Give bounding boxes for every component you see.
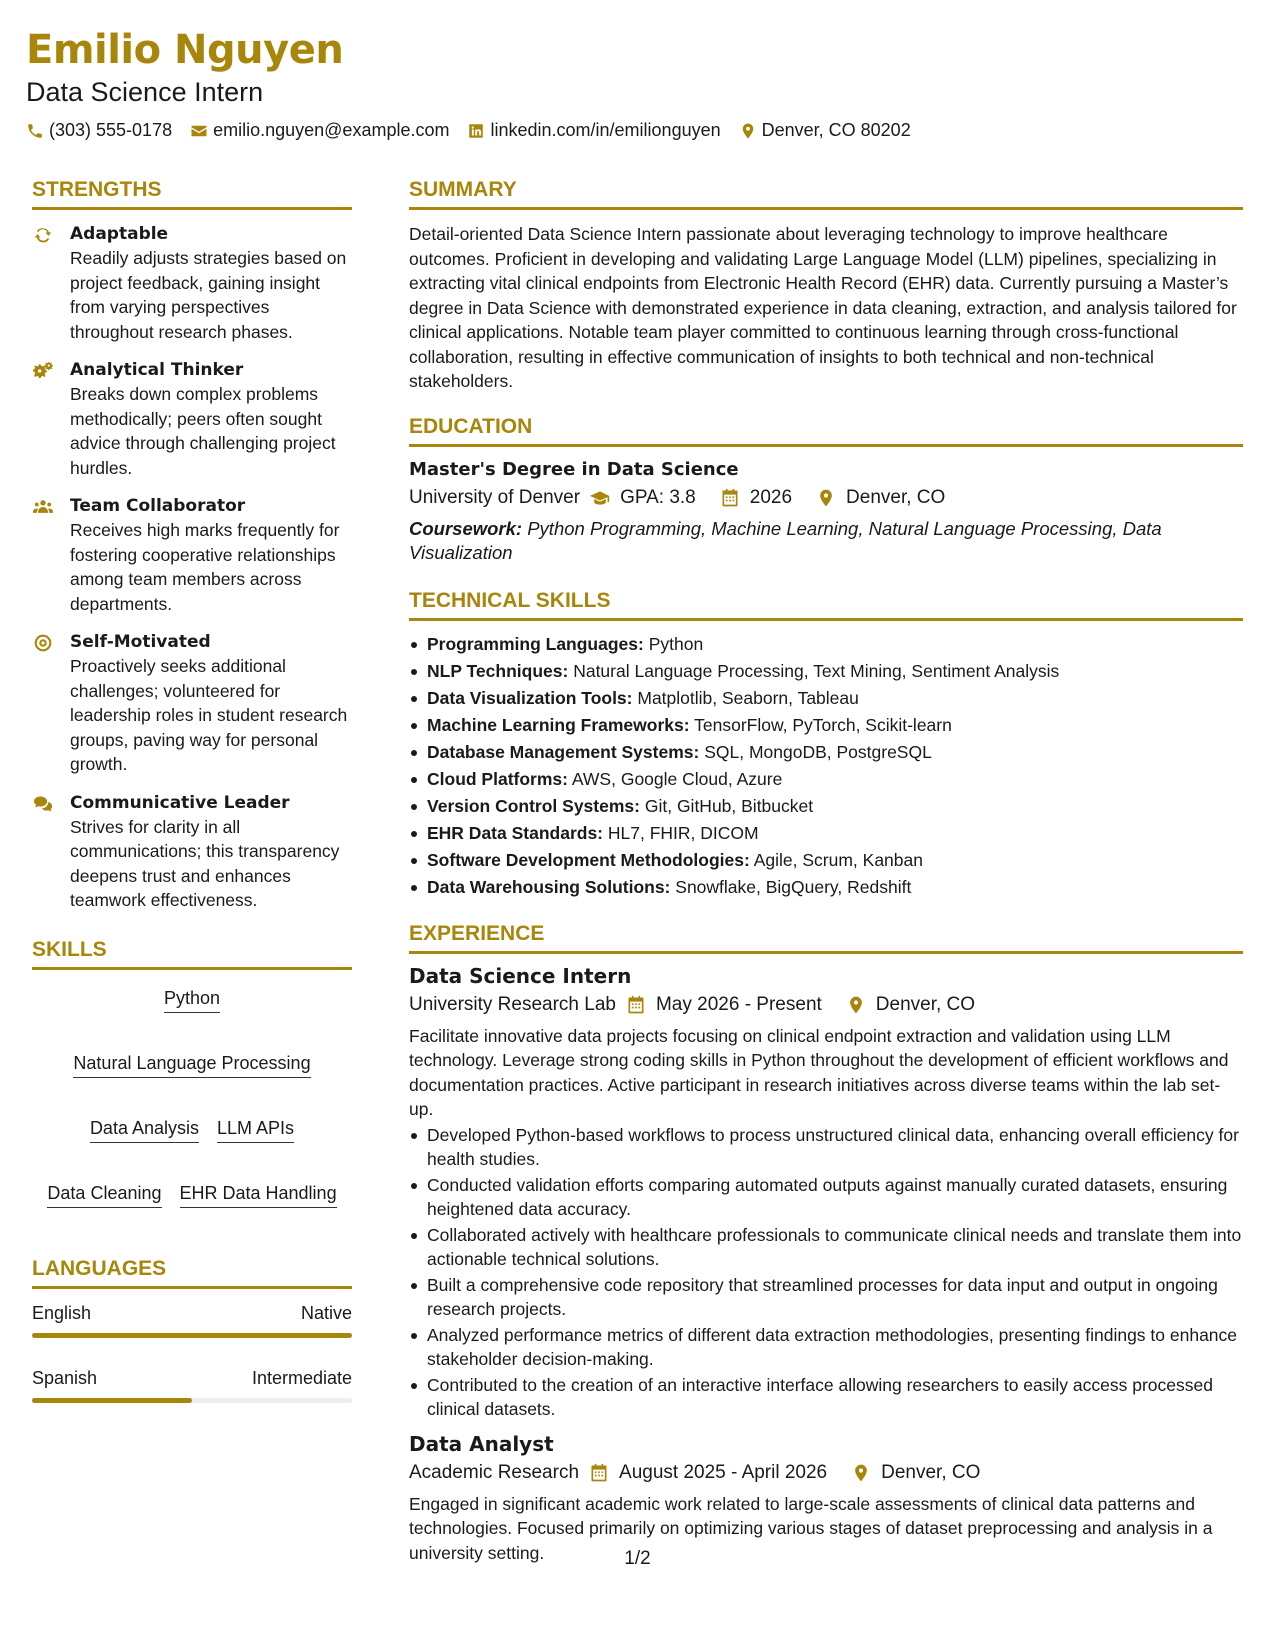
skill-value: Python (648, 633, 704, 654)
candidate-role: Data Science Intern (26, 77, 264, 107)
skill-label: Programming Languages: (427, 633, 644, 654)
job-entry (409, 962, 1243, 1422)
strength-title: Communicative Leader (70, 792, 290, 813)
language-bar (32, 1333, 352, 1338)
language-name: English (32, 1302, 92, 1323)
strength-desc: Readily adjusts strategies based on project feedback, gaining insight from varying perspectives throughout research phases. (70, 248, 347, 342)
skills-heading: SKILLS (32, 935, 352, 970)
contact-linkedin[interactable] (467, 120, 720, 141)
job-dates: May 2026 - Present (655, 993, 822, 1015)
technical-skills-list (409, 631, 1243, 901)
language-level: Native (300, 1302, 352, 1323)
linkedin-text: linkedin.com/in/emilionguyen (490, 120, 721, 140)
skill-chip: Data Cleaning (47, 1181, 161, 1208)
sync-icon (32, 225, 54, 245)
job-title: Data Analyst (409, 1431, 554, 1456)
skill-label: Cloud Platforms: (427, 768, 568, 789)
skill-label: Machine Learning Frameworks: (427, 714, 690, 735)
strength-title: Team Collaborator (70, 496, 246, 516)
skill-value: HL7, FHIR, DICOM (607, 822, 759, 843)
school-name: University of Denver (409, 486, 581, 508)
job-location: Denver, CO (881, 1461, 981, 1483)
skill-label: Software Development Methodologies: (427, 849, 750, 870)
job-org: Academic Research (409, 1461, 580, 1483)
strength-item (32, 222, 352, 344)
skill-label: Version Control Systems: (427, 795, 640, 816)
skill-chip: Natural Language Processing (73, 1051, 310, 1078)
list-item: Analyzed performance metrics of different data extraction methodologies, presenting findings to enhance stakeholder decision-making. (409, 1323, 1243, 1372)
technical-skills-heading: TECHNICAL SKILLS (409, 586, 1243, 621)
list-item (409, 820, 1243, 847)
strength-title: Adaptable (70, 224, 169, 244)
page-number: 1/2 (624, 1548, 651, 1569)
list-item: Collaborated actively with healthcare professionals to communicate clinical needs and translate them into actionable technical solutions. (409, 1223, 1243, 1272)
job-meta (409, 990, 1243, 1020)
location-icon (816, 488, 836, 508)
language-bar-fill (32, 1398, 192, 1403)
phone-text: (303) 555-0178 (49, 120, 173, 140)
strength-item (32, 791, 352, 913)
list-item: Built a comprehensive code repository that streamlined processes for data input and output in ongoing research projects. (409, 1273, 1243, 1322)
job-bullets (409, 1123, 1243, 1422)
contact-email[interactable] (190, 120, 449, 141)
language-bar (32, 1398, 352, 1403)
language-level: Intermediate (251, 1367, 352, 1388)
strengths-heading: STRENGTHS (32, 175, 352, 210)
strength-item (32, 630, 352, 777)
language-item (32, 1301, 352, 1338)
skill-value: Agile, Scrum, Kanban (753, 849, 923, 870)
list-item: Contributed to the creation of an interactive interface allowing researchers to easily access processed clinical datasets. (409, 1373, 1243, 1422)
skill-value: TensorFlow, PyTorch, Scikit-learn (694, 714, 952, 735)
skill-label: Data Visualization Tools: (427, 687, 633, 708)
job-dates: August 2025 - April 2026 (619, 1461, 828, 1483)
job-title: Data Science Intern (409, 963, 632, 988)
languages-heading: LANGUAGES (32, 1254, 352, 1289)
skill-value: Snowflake, BigQuery, Redshift (675, 876, 912, 897)
skill-chip: Python (164, 986, 220, 1013)
resume-header (26, 24, 1246, 141)
skill-chip: EHR Data Handling (180, 1181, 337, 1208)
skill-value: Natural Language Processing, Text Mining, Sentiment Analysis (573, 660, 1060, 681)
list-item (409, 685, 1243, 712)
location-text: Denver, CO 80202 (761, 120, 911, 140)
contact-location (739, 120, 911, 141)
right-column (409, 175, 1243, 1565)
candidate-name: Emilio Nguyen (26, 27, 344, 73)
strength-item (32, 494, 352, 616)
target-icon (32, 633, 54, 653)
language-name: Spanish (32, 1367, 98, 1388)
skill-value: AWS, Google Cloud, Azure (571, 768, 783, 789)
coursework-label: Coursework: (409, 517, 523, 539)
users-icon (32, 497, 54, 517)
job-org: University Research Lab (409, 993, 616, 1015)
list-item: Conducted validation efforts comparing automated outputs against manually curated datasets, ensuring heightened data accuracy. (409, 1173, 1243, 1222)
strength-item (32, 358, 352, 480)
graduation-year: 2026 (749, 486, 793, 508)
list-item (409, 793, 1243, 820)
skill-chip: LLM APIs (217, 1116, 294, 1143)
location-icon (739, 122, 757, 140)
language-item (32, 1366, 352, 1403)
contact-phone[interactable] (26, 120, 172, 141)
job-location: Denver, CO (875, 993, 976, 1015)
degree-title: Master's Degree in Data Science (409, 458, 739, 480)
calendar-icon (720, 488, 740, 508)
education-location: Denver, CO (846, 486, 946, 508)
skill-value: Git, GitHub, Bitbucket (644, 795, 814, 816)
list-item (409, 874, 1243, 901)
education-meta (409, 483, 1243, 513)
list-item (409, 631, 1243, 658)
list-item (409, 658, 1243, 685)
coursework-list: Python Programming, Machine Learning, Natural Language Processing, Data Visualization (409, 517, 1162, 563)
location-icon (851, 1463, 871, 1483)
coursework (409, 517, 1243, 566)
strength-title: Self-Motivated (70, 632, 211, 652)
job-description: Facilitate innovative data projects focusing on clinical endpoint extraction and validation using LLM technology. Leverage strong coding skills in Python throughout the development of efficient workflows and documentation practices. Active participant in research initiatives across diverse teams within the lab set-up. (409, 1025, 1229, 1119)
list-item: Developed Python-based workflows to process unstructured clinical data, enhancing overall efficiency for health studies. (409, 1123, 1243, 1172)
comments-icon (32, 794, 54, 814)
experience-heading: EXPERIENCE (409, 919, 1243, 954)
language-bar-fill (32, 1333, 352, 1338)
skill-label: Database Management Systems: (427, 741, 700, 762)
summary-text: Detail-oriented Data Science Intern passionate about leveraging technology to improve healthcare outcomes. Proficient in developing and validating Large Language Model (LLM) pipelines, specializing in extracting vital clinical endpoints from Electronic Health Record (EHR) data. Currently pursuing a Master’s degree in Data Science with demonstrated experience in data cleaning, extraction, and analysis tailored for clinical applications. Notable team player committed to continuous learning through cross-functional collaboration, resulting in effective communication of insights to both technical and non-technical stakeholders. (409, 224, 1237, 391)
strength-desc: Strives for clarity in all communications; this transparency deepens trust and enhances teamwork effectiveness. (70, 816, 340, 910)
job-entry (409, 1430, 1243, 1566)
strength-title: Analytical Thinker (70, 360, 244, 380)
calendar-icon (626, 995, 646, 1015)
job-meta (409, 1458, 1243, 1488)
skill-label: EHR Data Standards: (427, 822, 604, 843)
list-item (409, 712, 1243, 739)
list-item (409, 766, 1243, 793)
skill-value: Matplotlib, Seaborn, Tableau (637, 687, 859, 708)
skills-chips (32, 982, 352, 1208)
mail-icon (190, 122, 208, 140)
left-column (32, 175, 352, 1431)
linkedin-icon (467, 122, 485, 140)
strength-desc: Proactively seeks additional challenges; volunteered for leadership roles in student research groups, paving way for personal growth. (70, 656, 348, 774)
gpa-text: GPA: 3.8 (620, 486, 696, 508)
location-icon (846, 995, 866, 1015)
skill-value: SQL, MongoDB, PostgreSQL (704, 741, 932, 762)
skill-label: NLP Techniques: (427, 660, 569, 681)
education-heading: EDUCATION (409, 412, 1243, 447)
list-item (409, 739, 1243, 766)
contact-row (26, 120, 1246, 141)
strength-desc: Receives high marks frequently for fostering cooperative relationships among team members across departments. (70, 520, 340, 614)
list-item (409, 847, 1243, 874)
phone-icon (26, 122, 44, 140)
graduation-cap-icon (590, 488, 610, 508)
job-description: Engaged in significant academic work related to large-scale assessments of clinical data patterns and technologies. Focused primarily on optimizing various stages of dataset preprocessing and analysis in a university setting. (409, 1493, 1213, 1563)
strength-desc: Breaks down complex problems methodically; peers often sought advice through challenging project hurdles. (70, 384, 336, 478)
email-text: emilio.nguyen@example.com (213, 120, 450, 140)
gears-icon (32, 361, 54, 381)
calendar-icon (589, 1463, 609, 1483)
skill-label: Data Warehousing Solutions: (427, 876, 671, 897)
skill-chip: Data Analysis (90, 1116, 199, 1143)
summary-heading: SUMMARY (409, 175, 1243, 210)
